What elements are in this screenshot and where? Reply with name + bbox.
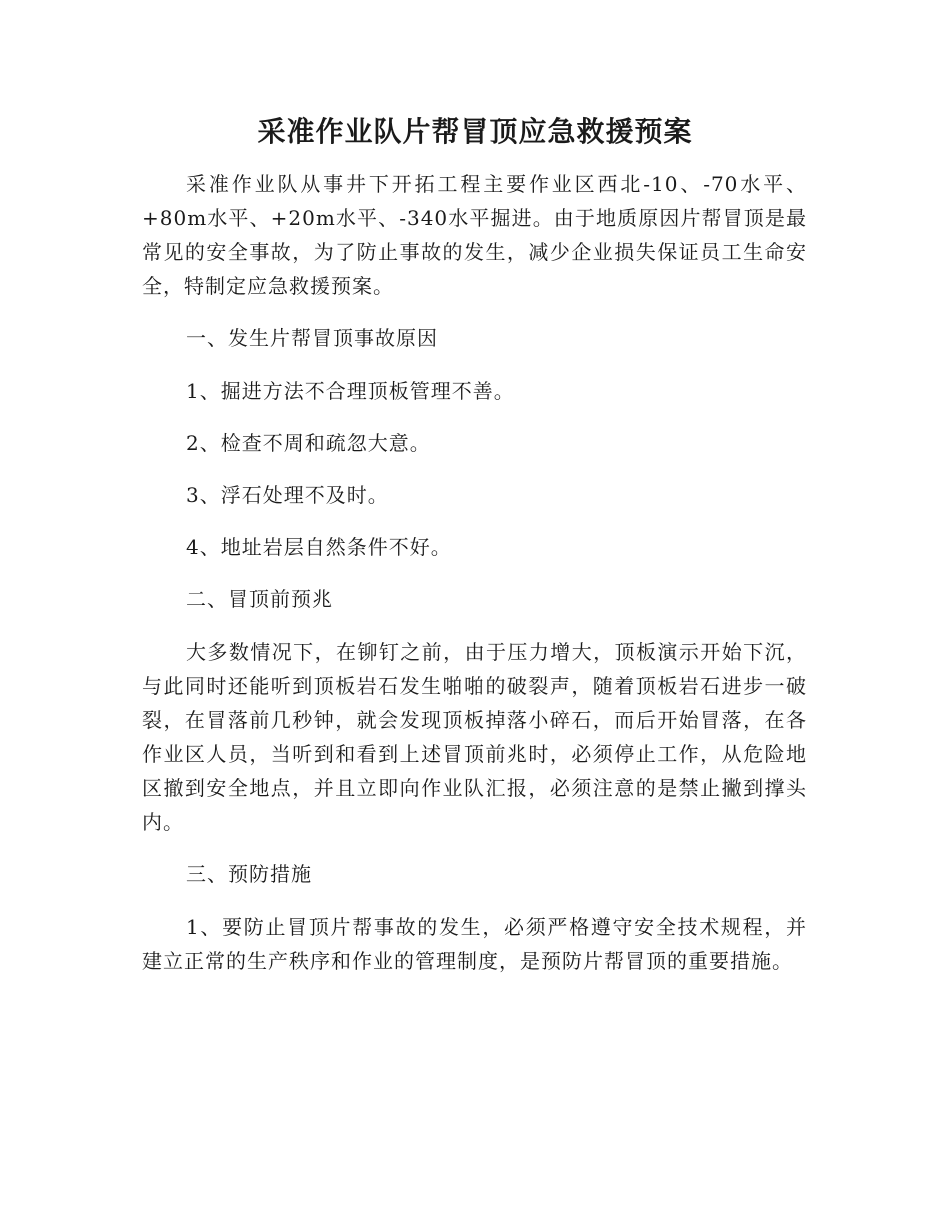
section-heading-prevention: 三、预防措施: [186, 862, 312, 886]
section-heading-causes: 一、发生片帮冒顶事故原因: [186, 326, 438, 350]
cause-item-2: 2、检查不周和疏忽大意。: [186, 431, 431, 455]
intro-paragraph: 采准作业队从事井下开拓工程主要作业区西北-10、-70水平、+80m水平、+20m水平、-340水平掘进。由于地质原因片帮冒顶是最常见的安全事故，为了防止事故的发生，减少企业损失保证员工生命安全，特制定应急救援预案。: [142, 172, 807, 298]
signs-paragraph: 大多数情况下，在铆钉之前，由于压力增大，顶板演示开始下沉，与此同时还能听到顶板岩石发生啪啪的破裂声，随着顶板岩石进步一破裂，在冒落前几秒钟，就会发现顶板掉落小碎石，而后开始冒落，在各作业区人员，当听到和看到上述冒顶前兆时，必须停止工作，从危险地区撤到安全地点，并且立即向作业队汇报，必须注意的是禁止撇到撑头内。: [142, 640, 807, 834]
section-heading-signs: 二、冒顶前预兆: [186, 587, 333, 611]
document-body: [142, 167, 807, 996]
prevention-item-1: 1、要防止冒顶片帮事故的发生，必须严格遵守安全技术规程，并建立正常的生产秩序和作业的管理制度，是预防片帮冒顶的重要措施。: [142, 915, 807, 973]
cause-item-4: 4、地址岩层自然条件不好。: [186, 535, 452, 559]
cause-item-3: 3、浮石处理不及时。: [186, 483, 389, 507]
cause-item-1: 1、掘进方法不合理顶板管理不善。: [186, 379, 515, 403]
document-title: 采准作业队片帮冒顶应急救援预案: [257, 115, 693, 148]
